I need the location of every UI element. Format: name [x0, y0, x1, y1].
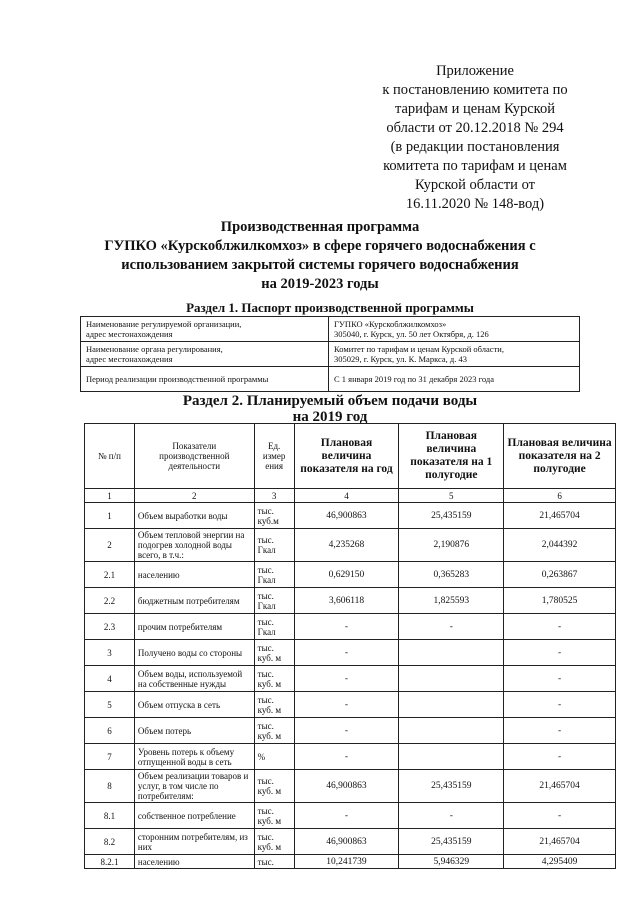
title-line: ГУПКО «Курскоблжилкомхоз» в сфере горячего водоснабжения с [104, 238, 536, 254]
row-indicator: Получено воды со стороны [134, 640, 254, 666]
passport-row [81, 342, 580, 367]
appendix-line: Приложение [436, 63, 514, 79]
row-indicator: Объем воды, используемой на собственные нужды [134, 666, 254, 692]
header-year: Плановая величина показателя на год [294, 424, 399, 489]
row-h2-value: 21,465704 [504, 770, 616, 803]
row-unit: тыс. куб. м [254, 666, 294, 692]
column-number: 4 [294, 489, 399, 503]
row-year-value: 10,241739 [294, 855, 399, 869]
row-year-value: - [294, 744, 399, 770]
section2-heading [130, 393, 530, 425]
row-h1-value: 25,435159 [399, 829, 504, 855]
row-year-value: - [294, 614, 399, 640]
header-num: № п/п [85, 424, 135, 489]
column-numbers-row [85, 489, 616, 503]
column-number: 3 [254, 489, 294, 503]
row-unit: тыс. [254, 855, 294, 869]
row-indicator: населению [134, 562, 254, 588]
row-h1-value: 25,435159 [399, 503, 504, 529]
row-num: 8.2.1 [85, 855, 135, 869]
row-unit: тыс. Гкал [254, 529, 294, 562]
passport-value: ГУПКО «Курскоблжилкомхоз» 305040, г. Курск, ул. 50 лет Октября, д. 126 [329, 317, 580, 342]
table-row [85, 744, 616, 770]
row-h2-value: - [504, 744, 616, 770]
table-row [85, 829, 616, 855]
row-unit: тыс. Гкал [254, 588, 294, 614]
table-row [85, 803, 616, 829]
row-h2-value: - [504, 718, 616, 744]
row-h1-value: 1,825593 [399, 588, 504, 614]
row-unit: тыс. куб. м [254, 692, 294, 718]
row-year-value: 46,900863 [294, 503, 399, 529]
row-year-value: 0,629150 [294, 562, 399, 588]
table-row [85, 692, 616, 718]
table-row [85, 770, 616, 803]
appendix-line: (в редакции постановления [390, 139, 560, 155]
row-num: 1 [85, 503, 135, 529]
column-number: 6 [504, 489, 616, 503]
document-title [60, 218, 580, 294]
passport-value: С 1 января 2019 год по 31 декабря 2023 года [329, 367, 580, 392]
row-year-value: 3,606118 [294, 588, 399, 614]
title-line: использованием закрытой системы горячего водоснабжения [121, 257, 519, 273]
row-year-value: - [294, 718, 399, 744]
row-h2-value: - [504, 614, 616, 640]
header-unit: Ед. измер ения [254, 424, 294, 489]
row-indicator: Объем выработки воды [134, 503, 254, 529]
column-number: 5 [399, 489, 504, 503]
row-unit: тыс. куб.м [254, 503, 294, 529]
row-h1-value [399, 666, 504, 692]
header-h2: Плановая величина показателя на 2 полугодие [504, 424, 616, 489]
row-h1-value [399, 718, 504, 744]
passport-label: Наименование регулируемой организации, адрес местонахождения [81, 317, 329, 342]
row-h1-value: 25,435159 [399, 770, 504, 803]
row-num: 2.1 [85, 562, 135, 588]
passport-label: Период реализации производственной программы [81, 367, 329, 392]
row-unit: тыс. куб. м [254, 803, 294, 829]
passport-value: Комитет по тарифам и ценам Курской области, 305029, г. Курск, ул. К. Маркса, д. 43 [329, 342, 580, 367]
row-indicator: Объем отпуска в сеть [134, 692, 254, 718]
row-year-value: 46,900863 [294, 770, 399, 803]
row-indicator: Уровень потерь к объему отпущенной воды в сеть [134, 744, 254, 770]
appendix-line: Курской области от [415, 177, 535, 193]
appendix-block [360, 62, 590, 214]
row-h2-value: 2,044392 [504, 529, 616, 562]
row-year-value: 4,235268 [294, 529, 399, 562]
row-h1-value: - [399, 614, 504, 640]
row-indicator: собственное потребление [134, 803, 254, 829]
row-indicator: Объем тепловой энергии на подогрев холодной воды всего, в т.ч.: [134, 529, 254, 562]
row-indicator: Объем реализации товаров и услуг, в том числе по потребителям: [134, 770, 254, 803]
row-h1-value [399, 744, 504, 770]
row-h1-value [399, 640, 504, 666]
row-year-value: - [294, 666, 399, 692]
row-indicator: Объем потерь [134, 718, 254, 744]
row-year-value: - [294, 692, 399, 718]
row-h2-value: - [504, 692, 616, 718]
row-unit: тыс. куб. м [254, 718, 294, 744]
appendix-line: 16.11.2020 № 148-вод) [405, 196, 545, 212]
row-h2-value: - [504, 803, 616, 829]
header-indicator: Показатели производственной деятельности [134, 424, 254, 489]
row-num: 6 [85, 718, 135, 744]
row-h2-value: - [504, 640, 616, 666]
row-unit: тыс. Гкал [254, 562, 294, 588]
row-num: 3 [85, 640, 135, 666]
row-year-value: 46,900863 [294, 829, 399, 855]
row-indicator: сторонним потребителям, из них [134, 829, 254, 855]
column-number: 2 [134, 489, 254, 503]
row-unit: % [254, 744, 294, 770]
row-unit: тыс. куб. м [254, 640, 294, 666]
passport-row [81, 317, 580, 342]
column-number: 1 [85, 489, 135, 503]
appendix-line: комитета по тарифам и ценам [383, 158, 567, 174]
table-row [85, 562, 616, 588]
row-h2-value: 0,263867 [504, 562, 616, 588]
table-row [85, 855, 616, 869]
row-unit: тыс. куб. м [254, 770, 294, 803]
row-indicator: бюджетным потребителям [134, 588, 254, 614]
row-h1-value [399, 692, 504, 718]
row-h2-value: 21,465704 [504, 503, 616, 529]
row-unit: тыс. куб. м [254, 829, 294, 855]
row-h1-value: 2,190876 [399, 529, 504, 562]
water-volume-table [84, 423, 616, 869]
section1-heading: Раздел 1. Паспорт производственной программы [186, 300, 474, 315]
row-num: 8.1 [85, 803, 135, 829]
row-num: 2 [85, 529, 135, 562]
row-num: 2.3 [85, 614, 135, 640]
table-row [85, 666, 616, 692]
table-row [85, 718, 616, 744]
row-h1-value: 5,946329 [399, 855, 504, 869]
appendix-line: области от 20.12.2018 № 294 [386, 120, 564, 136]
header-h1: Плановая величина показателя на 1 полугодие [399, 424, 504, 489]
row-h2-value: - [504, 666, 616, 692]
table-row [85, 503, 616, 529]
title-line: на 2019-2023 годы [261, 276, 379, 292]
row-num: 4 [85, 666, 135, 692]
row-h1-value: 0,365283 [399, 562, 504, 588]
row-unit: тыс. Гкал [254, 614, 294, 640]
passport-row [81, 367, 580, 392]
table-row [85, 640, 616, 666]
row-h2-value: 21,465704 [504, 829, 616, 855]
row-num: 7 [85, 744, 135, 770]
row-h2-value: 1,780525 [504, 588, 616, 614]
passport-table [80, 316, 580, 392]
row-year-value: - [294, 640, 399, 666]
appendix-line: к постановлению комитета по [382, 82, 568, 98]
table-row [85, 588, 616, 614]
appendix-line: тарифам и ценам Курской [394, 101, 555, 117]
row-num: 5 [85, 692, 135, 718]
row-num: 8.2 [85, 829, 135, 855]
row-num: 2.2 [85, 588, 135, 614]
section2-heading-line2: на 2019 год [292, 409, 368, 425]
row-num: 8 [85, 770, 135, 803]
row-h2-value: 4,295409 [504, 855, 616, 869]
section2-heading-line1: Раздел 2. Планируемый объем подачи воды [182, 393, 478, 409]
row-indicator: прочим потребителям [134, 614, 254, 640]
table-header-row [85, 424, 616, 489]
table-row [85, 614, 616, 640]
row-indicator: населению [134, 855, 254, 869]
title-line: Производственная программа [220, 219, 420, 235]
row-h1-value: - [399, 803, 504, 829]
table-row [85, 529, 616, 562]
passport-label: Наименование органа регулирования, адрес местонахождения [81, 342, 329, 367]
row-year-value: - [294, 803, 399, 829]
